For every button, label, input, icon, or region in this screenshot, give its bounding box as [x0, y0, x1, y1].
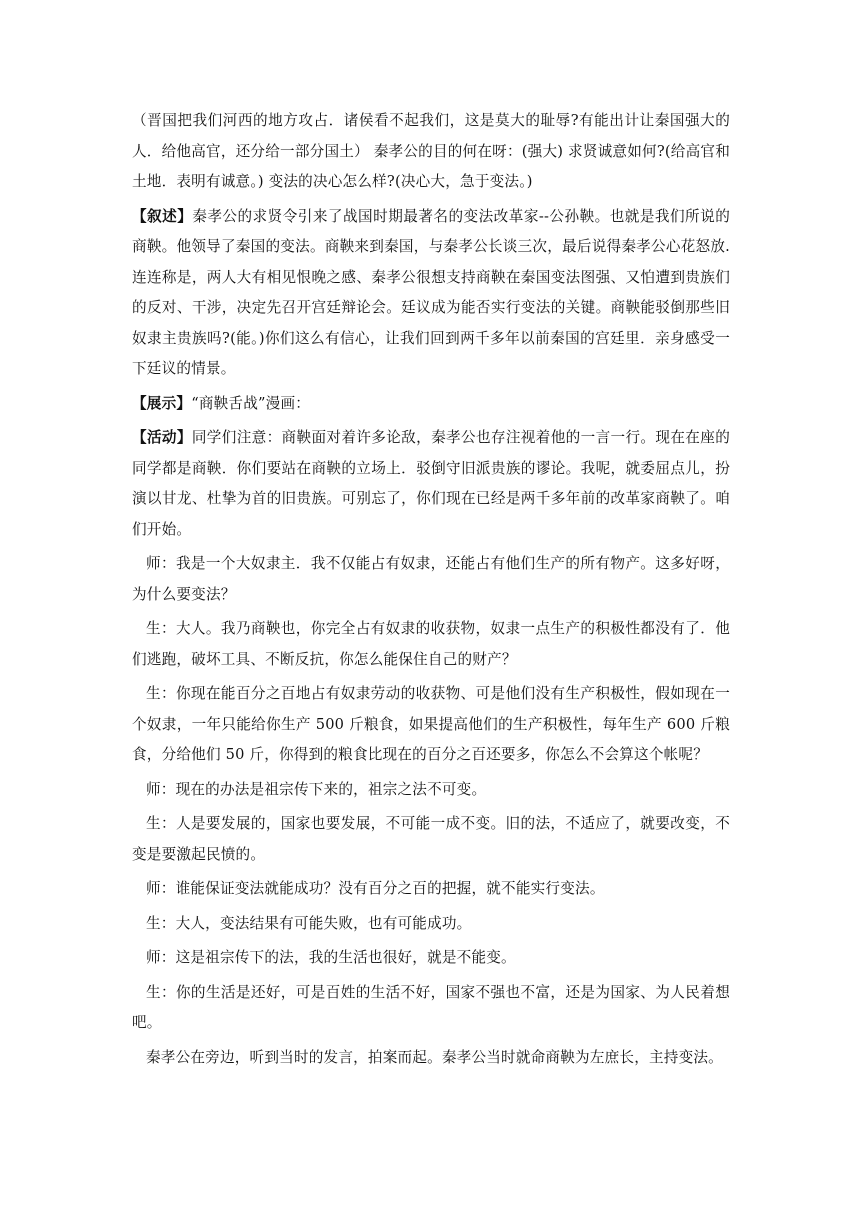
- paragraph-text: 秦孝公在旁边，听到当时的发言，拍案而起。秦孝公当时就命商鞅为左庶长，主持变法。: [146, 1048, 723, 1066]
- paragraph-text: 秦孝公的求贤令引来了战国时期最著名的变法改革家--公孙鞅。也就是我们所说的商鞅。他领导了秦国的变法。商鞅来到秦国，与秦孝公长谈三次，最后说得秦孝公心花怒放.连连称是，两人大有相见恨晚之感、秦孝公很想支持商鞅在秦国变法图强、又怕遭到贵族们的反对、干涉，决定先召开宫廷辩论会。廷议成为能否实行变法的关键。商鞅能驳倒那些旧奴隶主贵族吗?(能。)你们这么有信心，让我们回到两千多年以前秦国的宫廷里．亲身感受一下廷议的情景。: [132, 207, 730, 377]
- paragraph-text: “商鞅舌战”漫画：: [191, 394, 311, 412]
- dialogue-line: [132, 549, 730, 610]
- dialogue-text: 师：现在的办法是祖宗传下来的，祖宗之法不可变。: [146, 780, 487, 798]
- paragraph-activity: [132, 423, 730, 545]
- dialogue-line: [132, 909, 730, 940]
- paragraph-display: [132, 389, 730, 420]
- dialogue-line: [132, 874, 730, 905]
- paragraph-narration: [132, 202, 730, 385]
- document-body: [132, 106, 730, 1077]
- paragraph-text: （晋国把我们河西的地方攻占．诸侯看不起我们，这是莫大的耻辱?有能出计让秦国强大的人．给他高官，还分给一部分国土） 秦孝公的目的何在呀：(强大) 求贤诚意如何?(给高官和土地．表明有诚意。) 变法的决心怎么样?(决心大，急于变法。): [132, 112, 730, 190]
- paragraph-text: 同学们注意：商鞅面对着许多论敌，秦孝公也存注视着他的一言一行。现在在座的同学都是商鞅．你们要站在商鞅的立场上．驳倒守旧派贵族的谬论。我呢，就委屈点儿，扮演以甘龙、杜挚为首的旧贵族。可别忘了，你们现在已经是两千多年前的改革家商鞅了。咱们开始。: [132, 429, 730, 538]
- dialogue-line: [132, 775, 730, 806]
- closing-paragraph: [132, 1043, 730, 1074]
- dialogue-line: [132, 943, 730, 974]
- section-tag-narration: 【叙述】: [132, 207, 193, 225]
- dialogue-text: 师：谁能保证变法就能成功？没有百分之百的把握，就不能实行变法。: [146, 880, 605, 897]
- dialogue-text: 生：你现在能百分之百地占有奴隶劳动的收获物、可是他们没有生产积极性，假如现在一个奴隶，一年只能给你生产 500 斤粮食，如果提高他们的生产积极性，每年生产 600 斤粮食，分给他们 50 斤，你得到的粮食比现在的百分之百还要多，你怎么不会算这个帐呢？: [132, 685, 730, 763]
- dialogue-line: [132, 978, 730, 1039]
- dialogue-text: 生：大人。我乃商鞅也，你完全占有奴隶的收获物，奴隶一点生产的积极性都没有了．他们逃跑，破坏工具、不断反抗，你怎么能保住自己的财产？: [132, 620, 730, 668]
- dialogue-text: 生：人是要发展的，国家也要发展，不可能一成不变。旧的法，不适应了，就要改变，不变是要激起民愤的。: [132, 815, 730, 863]
- dialogue-text: 生：你的生活是还好，可是百姓的生活不好，国家不强也不富，还是为国家、为人民着想吧。: [132, 983, 730, 1031]
- section-tag-activity: 【活动】: [132, 429, 192, 446]
- dialogue-line: [132, 679, 730, 771]
- dialogue-text: 师：我是一个大奴隶主．我不仅能占有奴隶，还能占有他们生产的所有物产。这多好呀，为什么要变法？: [132, 555, 730, 603]
- dialogue-line: [132, 809, 730, 870]
- dialogue-text: 师：这是祖宗传下的法，我的生活也很好，就是不能变。: [146, 949, 516, 966]
- section-tag-display: 【展示】: [132, 394, 192, 412]
- dialogue-line: [132, 614, 730, 675]
- paragraph-intro: [132, 106, 730, 198]
- dialogue-text: 生：大人，变法结果有可能失败，也有可能成功。: [146, 914, 472, 932]
